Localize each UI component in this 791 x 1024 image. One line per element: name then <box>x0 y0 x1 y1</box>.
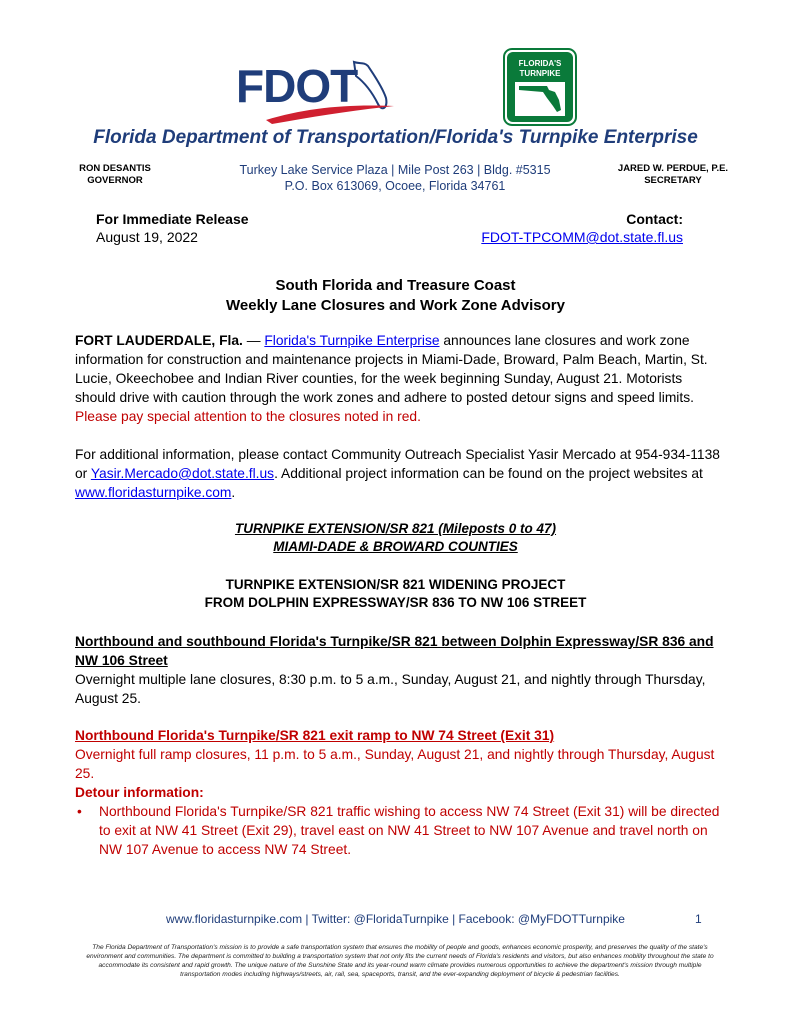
governor-title: GOVERNOR <box>87 175 143 186</box>
intro-text: announces lane closures and work zone information for construction and maintenance projects in Miami-Dade, Broward, Palm Beach, Martin, St. Lucie, Okeechobee and Indian River counties, for the week beginning Sunday, August 21. Motorists should drive with caution through the work zones and adhere to posted detour signs and speed limits. <box>75 333 708 405</box>
closure-2-details: Overnight full ramp closures, 11 p.m. to 5 a.m., Sunday, August 21, and nightly through Thursday, August 25. <box>75 747 715 781</box>
info-text-2: . Additional project information can be found on the project websites at <box>274 466 703 481</box>
fdot-logo-text: FDOT <box>236 60 358 112</box>
turnpike-logo-line1: FLORIDA'S <box>518 59 562 68</box>
turnpike-enterprise-link[interactable]: Florida's Turnpike Enterprise <box>264 333 440 348</box>
release-label: For Immediate Release <box>96 211 249 227</box>
section-heading <box>0 520 791 556</box>
contact-email-link-2[interactable]: Yasir.Mercado@dot.state.fl.us <box>90 466 275 481</box>
closure-1-details: Overnight multiple lane closures, 8:30 p.m. to 5 a.m., Sunday, August 21, and nightly through Thursday, August 25. <box>75 672 706 706</box>
project-heading-1: TURNPIKE EXTENSION/SR 821 WIDENING PROJECT <box>225 577 566 592</box>
closure-1 <box>75 632 725 708</box>
secretary-block <box>608 163 738 187</box>
turnpike-logo-line2: TURNPIKE <box>519 69 561 78</box>
page-title <box>0 276 791 316</box>
department-name: Florida Department of Transportation/Florida's Turnpike Enterprise <box>93 127 698 148</box>
address-line-1: Turkey Lake Service Plaza | Mile Post 263 | Bldg. #5315 <box>239 163 551 177</box>
detour-label: Detour information: <box>75 785 204 800</box>
footer-links: www.floridasturnpike.com | Twitter: @FloridaTurnpike | Facebook: @MyFDOTTurnpike <box>166 912 625 926</box>
section-heading-2: MIAMI-DADE & BROWARD COUNTIES <box>273 539 518 554</box>
dateline: FORT LAUDERDALE, Fla. <box>75 333 243 348</box>
governor-block <box>60 163 170 187</box>
info-text-3: . <box>231 485 236 500</box>
release-date: August 19, 2022 <box>96 229 198 245</box>
title-line-1: South Florida and Treasure Coast <box>275 277 516 294</box>
closure-2 <box>75 726 725 859</box>
detour-bullet: • <box>77 804 82 819</box>
red-note: Please pay special attention to the closures noted in red. <box>75 409 421 424</box>
page-number: 1 <box>695 912 702 926</box>
intro-paragraph <box>75 331 725 426</box>
website-link[interactable]: www.floridasturnpike.com <box>75 485 232 500</box>
governor-name: RON DESANTIS <box>79 163 151 174</box>
closure-2-heading: Northbound Florida's Turnpike/SR 821 exit ramp to NW 74 Street (Exit 31) <box>75 728 555 743</box>
section-heading-1: TURNPIKE EXTENSION/SR 821 (Mileposts 0 to 47) <box>234 521 557 536</box>
info-text-1: For additional information, please contact Community Outreach Specialist Yasir Mercado at 954-934-1138 or <box>75 447 720 481</box>
secretary-title: SECRETARY <box>644 175 702 186</box>
dateline-dash: — <box>242 333 265 348</box>
contact-email-link[interactable]: FDOT-TPCOMM@dot.state.fl.us <box>481 229 683 245</box>
detour-list <box>75 802 725 859</box>
info-paragraph <box>75 445 725 502</box>
release-block <box>96 210 249 246</box>
secretary-name: JARED W. PERDUE, P.E. <box>617 163 729 174</box>
closure-1-heading: Northbound and southbound Florida's Turnpike/SR 821 between Dolphin Expressway/SR 836 and NW 106 Street <box>75 634 714 668</box>
fdot-logo <box>236 58 406 130</box>
title-line-2: Weekly Lane Closures and Work Zone Advisory <box>226 297 565 314</box>
contact-block <box>481 210 683 246</box>
contact-label: Contact: <box>626 211 683 227</box>
turnpike-logo <box>503 48 577 126</box>
address-block <box>220 162 570 194</box>
address-line-2: P.O. Box 613069, Ocoee, Florida 34761 <box>284 179 506 193</box>
detour-item-text: Northbound Florida's Turnpike/SR 821 traffic wishing to access NW 74 Street (Exit 31) will be directed to exit at NW 41 Street (Exit 29), travel east on NW 41 Street to NW 107 Avenue and travel north on NW 107 Avenue to access NW 74 Street. <box>99 804 720 857</box>
project-heading <box>0 576 791 612</box>
detour-item <box>77 802 725 859</box>
mission-statement: The Florida Department of Transportation's mission is to provide a safe transportation system that ensures the mobility of people and goods, enhances economic prosperity, and preserves the quality of the state's environment and communities. The department is committed to building a transportation system that not only fits the current needs of Florida's residents and visitors, but also enhances mobility throughout the state to accommodate its consistent and rapid growth. The unique nature of the Sunshine State and its year-round warm climate provides numerous opportunities to achieve the department's mission through multiple transportation modes including highways/streets, air, rail, sea, spaceports, transit, and the ever-expanding deployment of bicycle & pedestrian facilities. <box>86 944 714 978</box>
project-heading-2: FROM DOLPHIN EXPRESSWAY/SR 836 TO NW 106 STREET <box>204 595 587 610</box>
